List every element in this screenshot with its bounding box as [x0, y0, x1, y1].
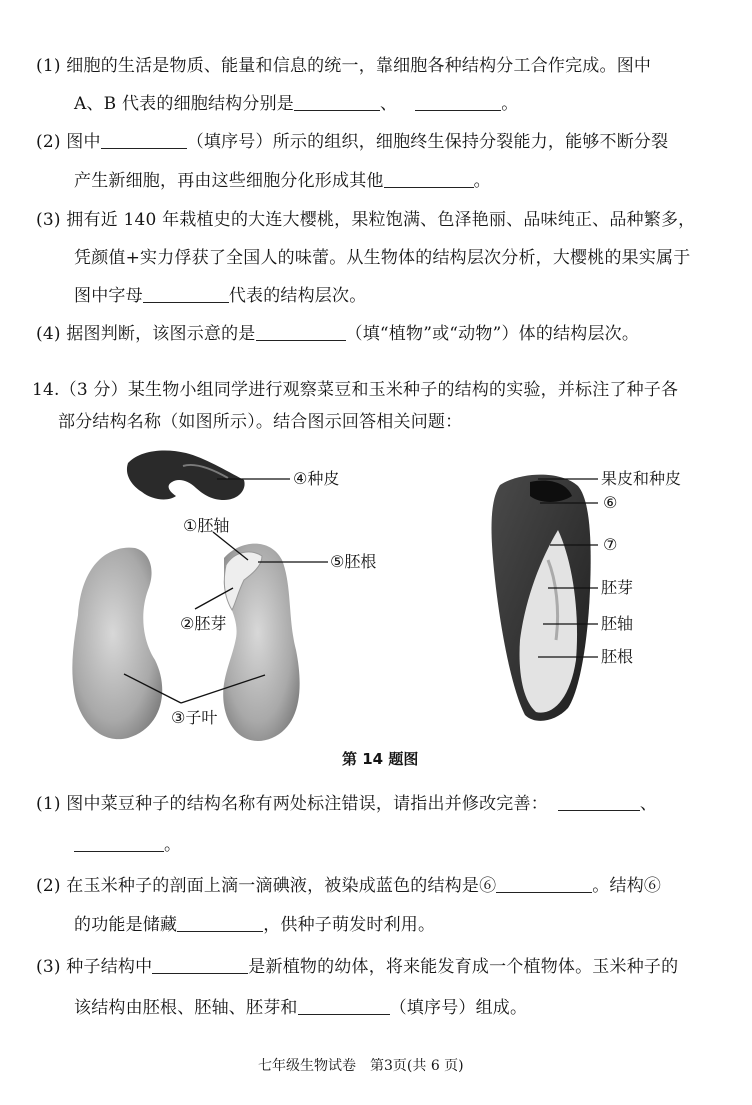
page-footer: 七年级生物试卷 第3页(共 6 页) — [258, 1058, 464, 1074]
answer-blank[interactable] — [152, 957, 248, 974]
q13-part3-number: (3) — [36, 210, 61, 230]
q13-part1-number: (1) — [36, 56, 61, 76]
q13-part3-line3: 图中字母 代表的结构层次。 — [74, 286, 367, 306]
corn-label-six: ⑥ — [603, 493, 618, 512]
q14-part1-number: (1) — [36, 794, 61, 814]
q13-part3-line1: (3) 拥有近 140 年栽植史的大连大樱桃，果粒饱满、色泽艳丽、品味纯正、品种繁多， — [36, 210, 696, 230]
q14-header-line2: 部分结构名称（如图所示）。结合图示回答相关问题： — [58, 412, 463, 432]
q14-header: 14.（3 分）某生物小组同学进行观察菜豆和玉米种子的结构的实验，并标注了种子各 — [32, 380, 679, 400]
q13-part3-line2: 凭颜值+实力俘获了全国人的味蕾。从生物体的结构层次分析，大樱桃的果实属于 — [74, 248, 691, 268]
bean-label-plumule: ②胚芽 — [180, 614, 227, 633]
answer-blank[interactable] — [177, 915, 263, 932]
answer-blank[interactable] — [298, 998, 390, 1015]
answer-blank[interactable] — [558, 794, 640, 811]
q13-part2-number: (2) — [36, 132, 61, 152]
q13-part4-number: (4) — [36, 324, 61, 344]
q14-part2-number: (2) — [36, 876, 61, 896]
q14-part1-line2: 。 — [74, 834, 181, 856]
q14-part2-line1: (2) 在玉米种子的剖面上滴一滴碘液，被染成蓝色的结构是⑥ 。结构⑥ — [36, 876, 662, 896]
answer-blank[interactable] — [496, 876, 592, 893]
bean-label-radicle: ⑤胚根 — [330, 552, 377, 571]
corn-label-hypocotyl: 胚轴 — [601, 614, 634, 633]
q14-part3-line1: (3) 种子结构中 是新植物的幼体，将来能发育成一个植物体。玉米种子的 — [36, 957, 679, 977]
bean-label-cotyledon: ③子叶 — [171, 708, 218, 727]
q13-part2-line2: 产生新细胞，再由这些细胞分化形成其他 。 — [74, 171, 491, 191]
answer-blank[interactable] — [74, 835, 164, 852]
q13-part1-text: 细胞的生活是物质、能量和信息的统一，靠细胞各种结构分工合作完成。图中 — [66, 56, 652, 76]
corn-label-plumule: 胚芽 — [601, 578, 634, 597]
q13-part2-line1: (2) 图中 （填序号）所示的组织，细胞终生保持分裂能力，能够不断分裂 — [36, 132, 669, 152]
corn-label-pericarp-seed-coat: 果皮和种皮 — [601, 469, 682, 488]
q14-part2-line2: 的功能是储藏 ，供种子萌发时利用。 — [74, 915, 436, 935]
q14-part3-line2: 该结构由胚根、胚轴、胚芽和 （填序号）组成。 — [74, 998, 528, 1018]
corn-label-radicle: 胚根 — [601, 647, 634, 666]
q13-part4-line1: (4) 据图判断，该图示意的是 （填“植物”或“动物”）体的结构层次。 — [36, 324, 640, 344]
figure-caption: 第 14 题图 — [342, 750, 419, 768]
q14-part3-number: (3) — [36, 957, 61, 977]
bean-seed-coat — [127, 450, 245, 500]
bean-label-seed-coat: ④种皮 — [293, 469, 340, 488]
bean-cotyledon-left — [72, 548, 162, 740]
corn-label-seven: ⑦ — [603, 535, 618, 554]
q14-part1-line1: (1) 图中菜豆种子的结构名称有两处标注错误，请指出并修改完善： 、 — [36, 794, 658, 814]
bean-label-hypocotyl: ①胚轴 — [183, 516, 230, 535]
q13-part1-line2: A、B 代表的细胞结构分别是 、 。 — [74, 94, 519, 114]
